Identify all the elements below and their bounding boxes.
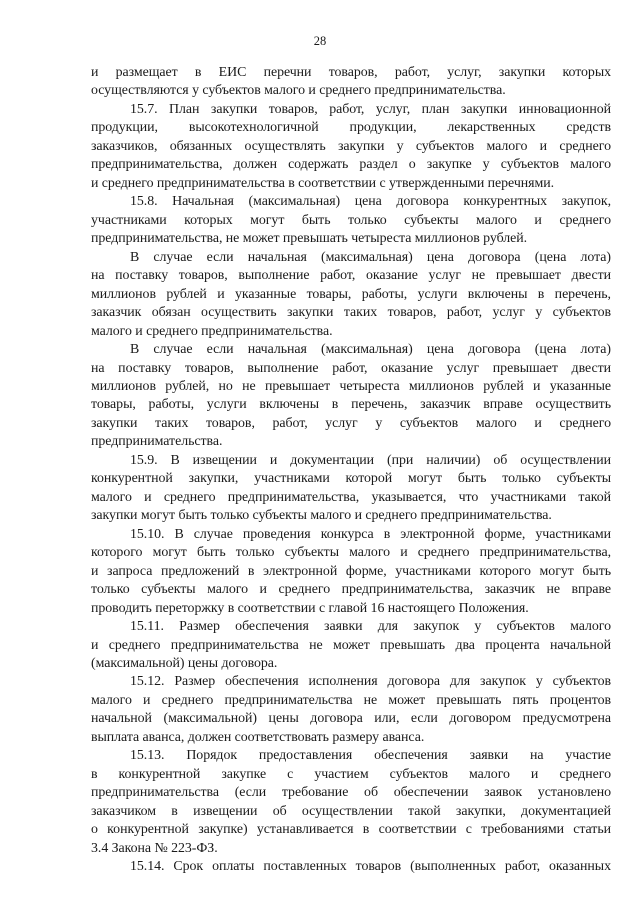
text-line: закупки таких товаров, работ, услуг у субъектов малого и среднего	[91, 415, 611, 431]
text-line: 15.7. План закупки товаров, работ, услуг, план закупки инновационной	[130, 101, 611, 117]
text-line: конкурентной закупки, участниками которой могут быть только субъекты	[91, 471, 611, 487]
text-line: 15.14. Срок оплаты поставленных товаров (выполненных работ, оказанных	[130, 859, 611, 875]
paragraph	[91, 64, 611, 101]
paragraph	[91, 452, 611, 526]
text-line: 15.11. Размер обеспечения заявки для закупок у субъектов малого	[130, 619, 611, 635]
text-line: предпринимательства (если требование об обеспечении заявок установлено	[91, 785, 611, 801]
text-line: малого и среднего предпринимательства, указывается, что участниками такой	[91, 489, 611, 505]
text-line: на поставку товаров, выполнение работ, оказание услуг не превышает двести	[91, 268, 611, 284]
text-line: предпринимательства, не может превышать четыреста миллионов рублей.	[91, 231, 528, 247]
text-line: в конкурентной закупке с участием субъектов малого и среднего	[91, 766, 611, 782]
text-line: проводить переторжку в соответствии с главой 16 настоящего Положения.	[91, 600, 529, 616]
paragraph	[91, 858, 611, 876]
text-line: предпринимательства, должен содержать раздел о закупке у субъектов малого	[91, 157, 611, 173]
text-line: и запроса предложений в электронной форме, участниками которого могут быть	[91, 563, 611, 579]
text-line: закупки могут быть только субъекты малого и среднего предпринимательства.	[91, 508, 552, 524]
text-line: и размещает в ЕИС перечни товаров, работ, услуг, закупки которых	[91, 65, 611, 80]
text-line: предпринимательства.	[91, 434, 223, 450]
text-line: только субъекты малого и среднего предпринимательства, заказчик не вправе	[91, 582, 611, 598]
text-line: на поставку товаров, выполнение работ, оказание услуг превышает двести	[91, 360, 611, 376]
text-line: осуществляются у субъектов малого и среднего предпринимательства.	[91, 83, 506, 99]
paragraph	[91, 193, 611, 248]
text-line: и среднего предпринимательства не может превышать два процента начальной	[91, 637, 611, 653]
paragraph	[91, 101, 611, 193]
text-line: заказчик обязан осуществить закупки таких товаров, работ, услуг у субъектов	[91, 305, 611, 321]
paragraph	[91, 526, 611, 618]
text-line: и среднего предпринимательства в соответствии с утвержденными перечнями.	[91, 175, 555, 191]
document-body	[91, 64, 611, 877]
text-line: продукции, высокотехнологичной продукции, лекарственных средств	[91, 120, 611, 136]
text-line: участниками которых могут быть только субъекты малого и среднего	[91, 212, 611, 228]
text-line: выплата аванса, должен соответствовать размеру аванса.	[91, 729, 425, 745]
page-number: 28	[313, 34, 327, 48]
text-line: заказчиком в извещении об осуществлении такой закупки, документацией	[91, 803, 611, 819]
text-line: которого могут быть только субъекты малого и среднего предпринимательства,	[91, 545, 611, 561]
paragraph	[91, 673, 611, 747]
text-line: В случае если начальная (максимальная) цена договора (цена лота)	[130, 342, 611, 358]
text-line: 15.9. В извещении и документации (при наличии) об осуществлении	[130, 452, 611, 468]
text-line: начальной (максимальной) цены договора или, если договором предусмотрена	[91, 711, 611, 727]
text-line: миллионов рублей, но не превышает четыреста миллионов рублей и указанные	[91, 378, 611, 394]
paragraph	[91, 341, 611, 452]
text-line: миллионов рублей и указанные товары, работы, услуги включены в перечень,	[91, 286, 611, 302]
paragraph	[91, 249, 611, 341]
text-line: 15.8. Начальная (максимальная) цена договора конкурентных закупок,	[130, 194, 611, 210]
text-line: о конкурентной закупке) устанавливается в соответствии с требованиями статьи	[91, 822, 611, 838]
text-line: 15.10. В случае проведения конкурса в электронной форме, участниками	[130, 526, 611, 542]
text-line: заказчиков, обязанных осуществлять закупки у субъектов малого и среднего	[91, 138, 611, 154]
text-line: В случае если начальная (максимальная) цена договора (цена лота)	[130, 249, 611, 265]
text-line: малого и среднего предпринимательства.	[91, 323, 333, 339]
paragraph	[91, 618, 611, 673]
paragraph	[91, 747, 611, 858]
text-line: (максимальной) цены договора.	[91, 656, 278, 671]
text-line: 15.13. Порядок предоставления обеспечения заявки на участие	[130, 748, 611, 764]
text-line: товары, работы, услуги включены в перечень, заказчик вправе осуществить	[91, 397, 611, 413]
text-line: малого и среднего предпринимательства не может превышать пять процентов	[91, 692, 611, 708]
text-line: 15.12. Размер обеспечения исполнения договора для закупок у субъектов	[130, 674, 611, 690]
text-line: 3.4 Закона № 223-ФЗ.	[91, 840, 218, 856]
